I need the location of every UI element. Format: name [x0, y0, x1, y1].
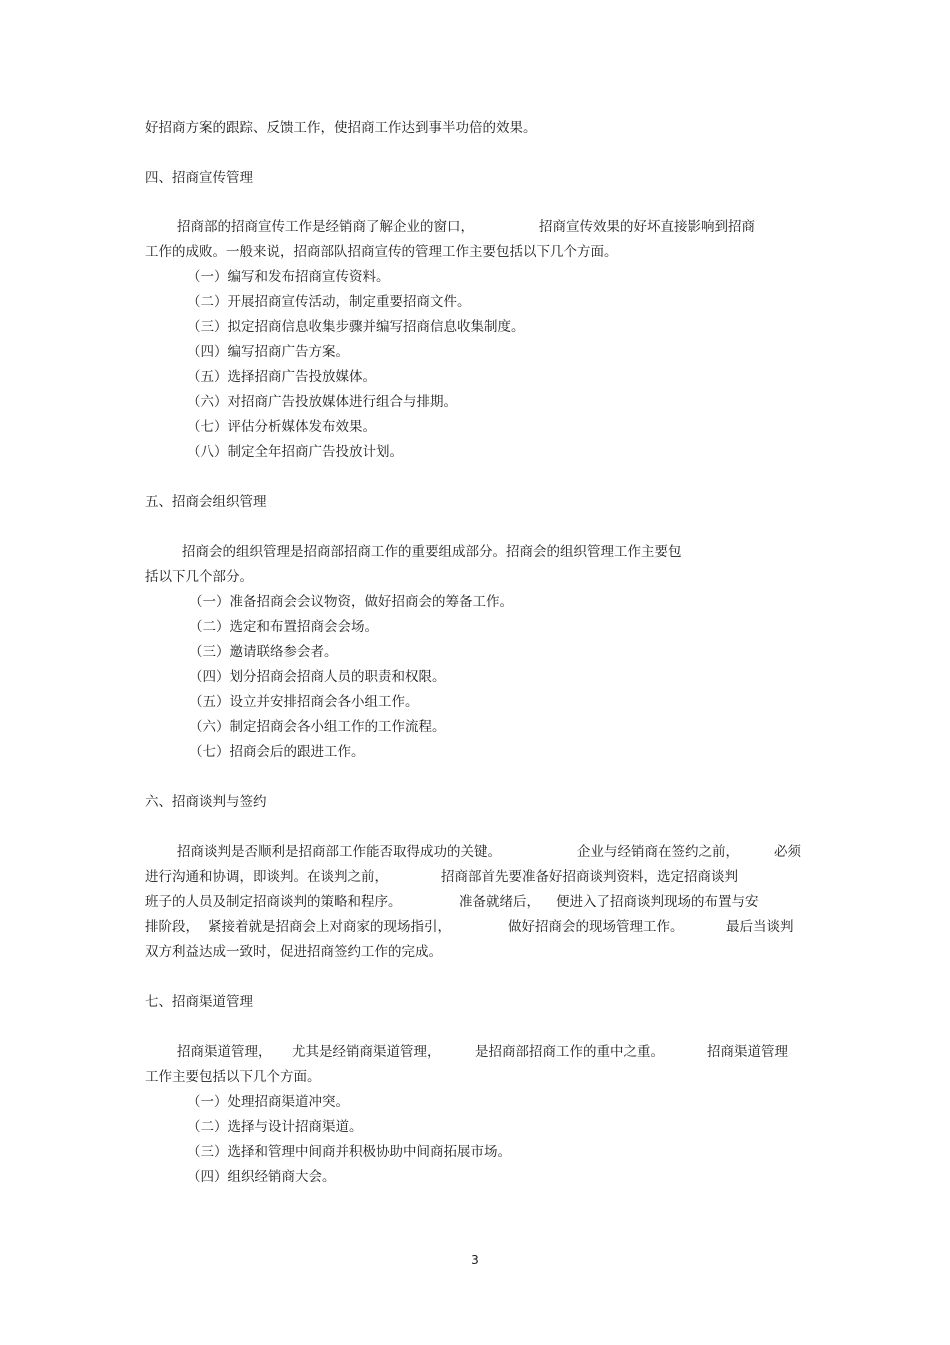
sec7-line1a: 招商渠道管理，: [177, 1044, 272, 1060]
list-item: （二）选定和布置招商会会场。: [189, 619, 378, 635]
sec4-para-line1a: 招商部的招商宣传工作是经销商了解企业的窗口，: [177, 219, 474, 235]
list-item: （七）招商会后的跟进工作。: [189, 744, 365, 760]
sec7-line1b: 尤其是经销商渠道管理，: [292, 1044, 441, 1060]
sec6-line3b: 准备就绪后，: [459, 894, 540, 910]
list-item: （七）评估分析媒体发布效果。: [187, 419, 376, 435]
page-number: 3: [471, 1253, 479, 1267]
sec5-para-line2: 括以下几个部分。: [145, 569, 253, 585]
section-heading-promotion: 四、招商宣传管理: [145, 170, 253, 186]
list-item: （二）开展招商宣传活动，制定重要招商文件。: [187, 294, 471, 310]
sec4-para-line2: 工作的成败。一般来说，招商部队招商宣传的管理工作主要包括以下几个方面。: [145, 244, 618, 260]
list-item: （八）制定全年招商广告投放计划。: [187, 444, 403, 460]
sec6-line2a: 进行沟通和协调，即谈判。在谈判之前，: [145, 869, 388, 885]
list-item: （四）编写招商广告方案。: [187, 344, 349, 360]
sec6-line3c: 便进入了招商谈判现场的布置与安: [556, 894, 759, 910]
section-heading-negotiation: 六、招商谈判与签约: [145, 794, 267, 810]
list-item: （六）对招商广告投放媒体进行组合与排期。: [187, 394, 457, 410]
list-item: （三）拟定招商信息收集步骤并编写招商信息收集制度。: [187, 319, 525, 335]
list-item: （五）选择招商广告投放媒体。: [187, 369, 376, 385]
list-item: （二）选择与设计招商渠道。: [187, 1119, 363, 1135]
list-item: （六）制定招商会各小组工作的工作流程。: [189, 719, 446, 735]
list-item: （五）设立并安排招商会各小组工作。: [189, 694, 419, 710]
section-heading-channel: 七、招商渠道管理: [145, 994, 253, 1010]
list-item: （一）编写和发布招商宣传资料。: [187, 269, 390, 285]
sec6-line4a: 排阶段，: [145, 919, 199, 935]
sec6-line4c: 做好招商会的现场管理工作。: [508, 919, 684, 935]
sec6-line1c: 必须: [774, 844, 801, 860]
sec7-line2: 工作主要包括以下几个方面。: [145, 1069, 321, 1085]
list-item: （一）处理招商渠道冲突。: [187, 1094, 349, 1110]
sec5-para-line1: 招商会的组织管理是招商部招商工作的重要组成部分。招商会的组织管理工作主要包: [182, 544, 682, 560]
sec6-line4b: 紧接着就是招商会上对商家的现场指引，: [208, 919, 451, 935]
list-item: （四）组织经销商大会。: [187, 1169, 336, 1185]
list-item: （四）划分招商会招商人员的职责和权限。: [189, 669, 446, 685]
sec7-line1d: 招商渠道管理: [707, 1044, 788, 1060]
sec6-line1a: 招商谈判是否顺利是招商部工作能否取得成功的关键。: [177, 844, 501, 860]
section-heading-meeting: 五、招商会组织管理: [145, 494, 267, 510]
list-item: （一）准备招商会会议物资，做好招商会的筹备工作。: [189, 594, 513, 610]
list-item: （三）选择和管理中间商并积极协助中间商拓展市场。: [187, 1144, 511, 1160]
sec6-line3a: 班子的人员及制定招商谈判的策略和程序。: [145, 894, 402, 910]
sec6-line2b: 招商部首先要准备好招商谈判资料，选定招商谈判: [441, 869, 738, 885]
sec7-line1c: 是招商部招商工作的重中之重。: [475, 1044, 664, 1060]
sec6-line5: 双方利益达成一致时，促进招商签约工作的完成。: [145, 944, 442, 960]
intro-tail-line: 好招商方案的跟踪、反馈工作，使招商工作达到事半功倍的效果。: [145, 120, 537, 136]
sec6-line1b: 企业与经销商在签约之前，: [577, 844, 739, 860]
sec6-line4d: 最后当谈判: [726, 919, 794, 935]
list-item: （三）邀请联络参会者。: [189, 644, 338, 660]
sec4-para-line1b: 招商宣传效果的好坏直接影响到招商: [539, 219, 755, 235]
